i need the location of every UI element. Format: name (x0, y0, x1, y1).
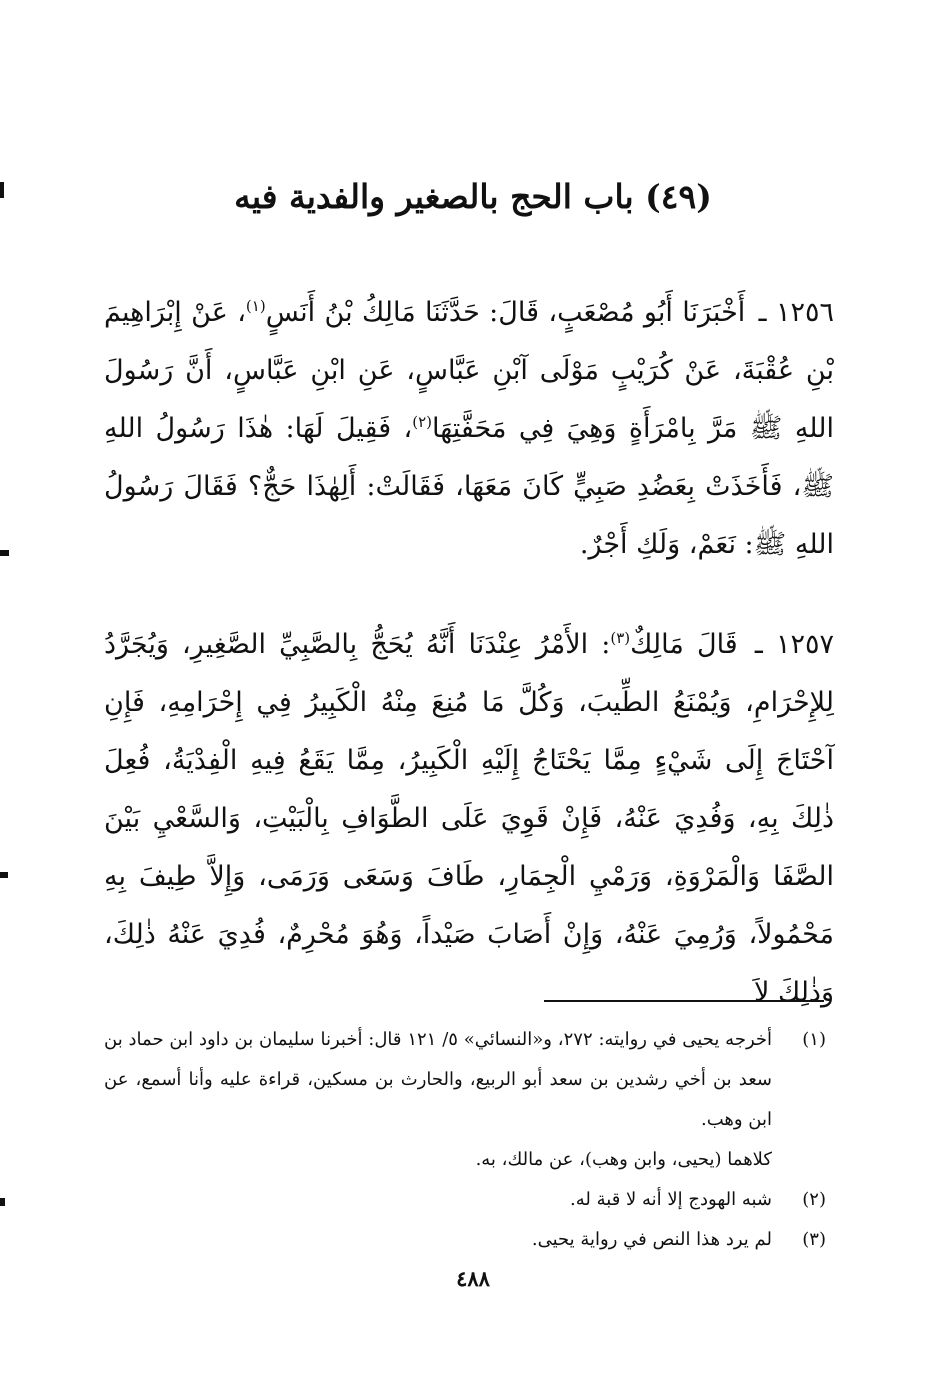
footnote-number: (٣) (802, 1229, 826, 1250)
footnote-text: لم يرد هذا النص في رواية يحيى. (531, 1229, 772, 1250)
hadith-text: ، عَنْ إِبْرَاهِيمَ بْنِ عُقْبَةَ، عَنْ كُرَيْبٍ مَوْلَى آبْنِ عَبَّاسٍ، عَنِ ابْنِ عَبَّاسٍ، أَنَّ رَسُولَ اللهِ ﷺ مَرَّ بِامْرَأَةٍ وَهِيَ فِي مَحَفَّتِهَا (104, 297, 834, 444)
footnote-ref-1[interactable]: (١) (245, 297, 266, 315)
hadith-text: أَخْبَرَنَا أَبُو مُصْعَبٍ، قَالَ: حَدَّثَنَا مَالِكُ بْنُ أَنَسٍ (265, 297, 746, 328)
footnote-2 (104, 1180, 826, 1220)
footnote-ref-3[interactable]: (٣) (610, 629, 631, 647)
scan-edge-mark (0, 1198, 5, 1206)
footnotes (104, 1020, 826, 1260)
hadith-text: : الأَمْرُ عِنْدَنَا أَنَّهُ يُحَجُّ بِالصَّبِيِّ الصَّغِيرِ، وَيُجَرَّدُ لِلإِحْرَامِ، وَيُمْنَعُ الطِّيبَ، وَكُلَّ مَا مُنِعَ مِنْهُ الْكَبِيرُ فِي إِحْرَامِهِ، فَإِنِ آحْتَاجَ إِلَى شَيْءٍ مِمَّا يَحْتَاجُ إِلَيْهِ الْكَبِيرُ، مِمَّا يَقَعُ فِيهِ الْفِدْيَةُ، فُعِلَ ذٰلِكَ بِهِ، وَفُدِيَ عَنْهُ، فَإِنْ قَوِيَ عَلَى الطَّوَافِ بِالْبَيْتِ، وَالسَّعْيِ بَيْنَ الصَّفَا وَالْمَرْوَةِ، وَرَمْيِ الْجِمَارِ، طَافَ وَسَعَى وَرَمَى، وَإِلاَّ طِيفَ بِهِ مَحْمُولاً، وَرُمِيَ عَنْهُ، وَإِنْ أَصَابَ صَيْداً، وَهُوَ مُحْرِمٌ، فُدِيَ عَنْهُ ذٰلِكَ، وَذٰلِكَ لاَ (104, 629, 834, 1008)
hadith-text: قَالَ مَالِكٌ (630, 629, 738, 660)
hadith-number: ١٢٥٦ ـ (758, 297, 834, 328)
footnote-1-continuation: كلاهما (يحيى، وابن وهب)، عن مالك، به. (475, 1149, 772, 1170)
footnote-number: (١) (802, 1029, 826, 1050)
footnote-text: أخرجه يحيى في روايته: ٢٧٢، و«النسائي» ٥/ ١٢١ قال: أخبرنا سليمان بن داود ابن حماد بن سعد بن أخي رشدين بن سعد أبو الربيع، والحارث بن مسكين، قراءة عليه وأنا أسمع، عن ابن وهب. (104, 1029, 772, 1130)
footnote-text: شبه الهودج إلا أنه لا قبة له. (570, 1189, 772, 1210)
chapter-title: (٤٩) باب الحج بالصغير والفدية فيه (234, 177, 712, 216)
hadith-1257 (104, 616, 834, 1022)
footnote-number: (٢) (802, 1189, 826, 1210)
page-number: ٤٨٨ (456, 1266, 490, 1291)
hadith-1256 (104, 284, 834, 574)
scan-edge-mark (0, 550, 9, 556)
scan-edge-mark (0, 872, 8, 878)
footnote-3 (104, 1220, 826, 1260)
hadith-number: ١٢٥٧ ـ (754, 629, 834, 660)
footnote-ref-2[interactable]: (٢) (412, 413, 433, 431)
hadith-text: ، فَقِيلَ لَهَا: هٰذَا رَسُولُ اللهِ ﷺ، فَأَخَذَتْ بِعَضُدِ صَبِيٍّ كَانَ مَعَهَا، فَقَالَتْ: أَلِهٰذَا حَجٌّ؟ فَقَالَ رَسُولُ اللهِ ﷺ: نَعَمْ، وَلَكِ أَجْرٌ. (104, 413, 834, 560)
footnote-1 (104, 1020, 826, 1140)
scan-edge-mark (0, 182, 4, 198)
footnote-separator (544, 1000, 824, 1002)
